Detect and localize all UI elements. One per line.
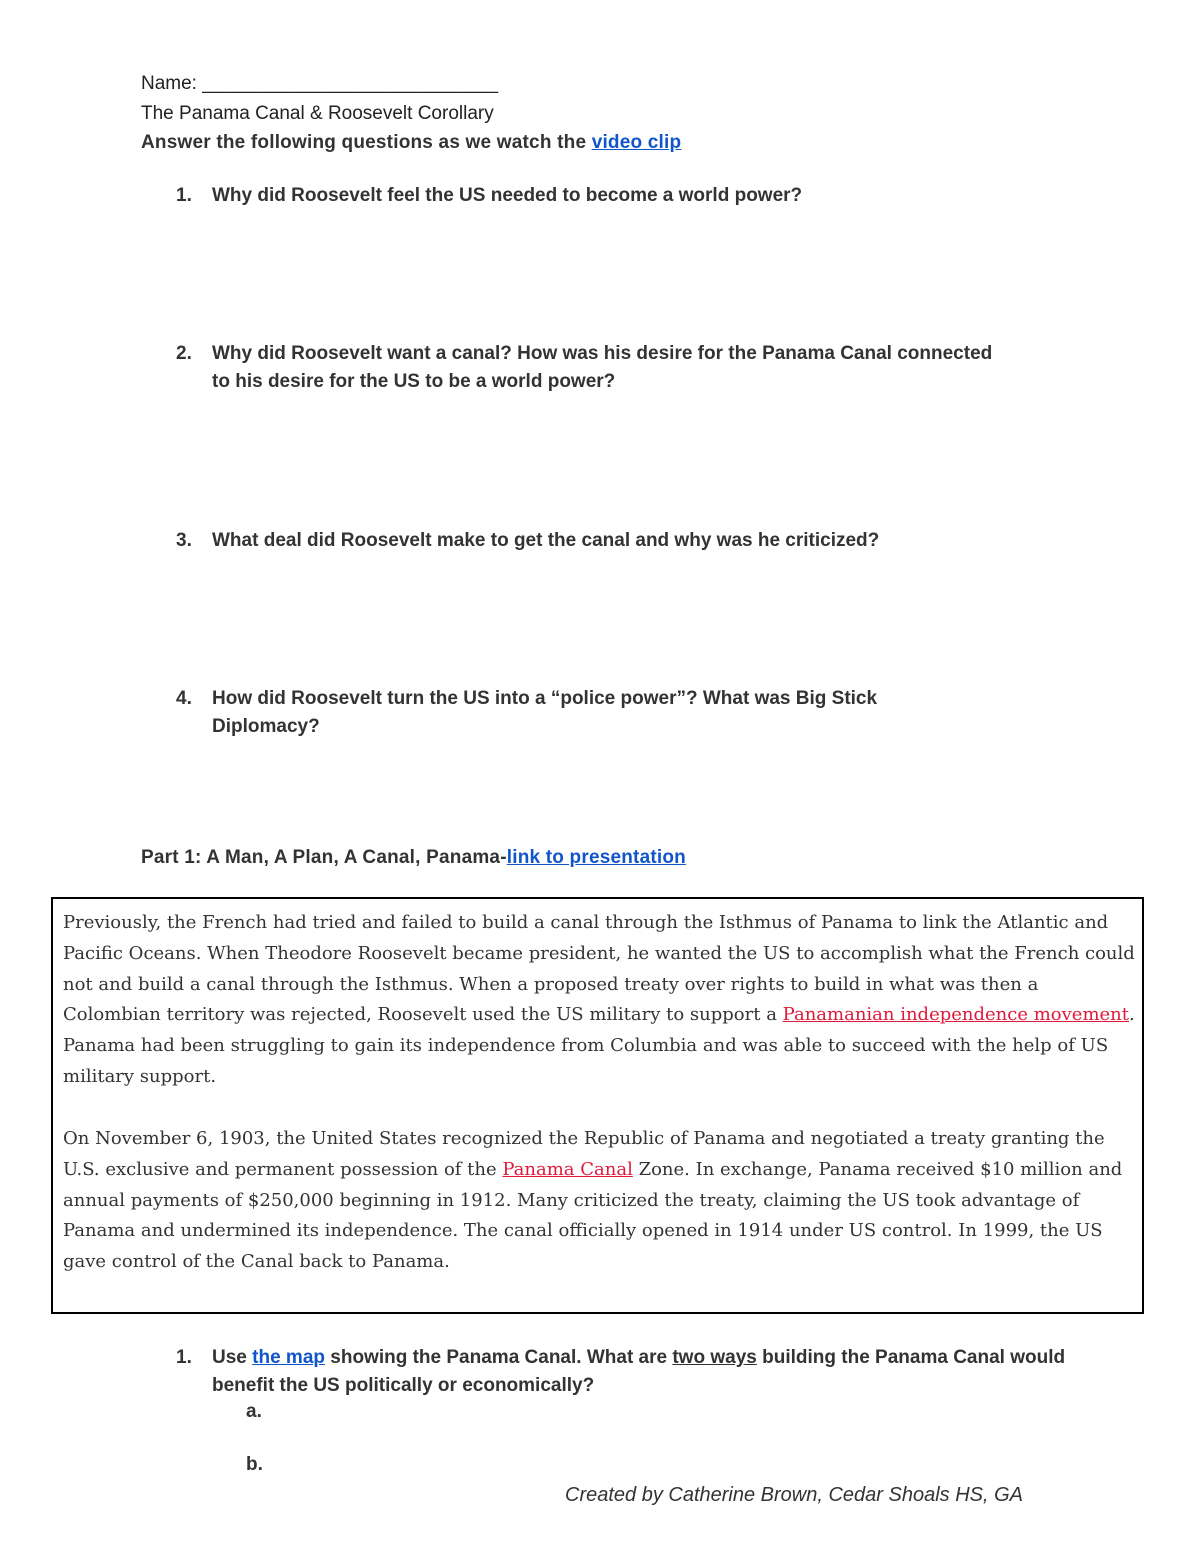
name-line [141,70,498,98]
part1-heading [141,844,686,872]
question-4-number: 4. [176,688,192,709]
instructions-text: Answer the following questions as we watch the [141,132,592,153]
question-4-text: How did Roosevelt turn the US into a “police power”? What was Big Stick Diplomacy? [212,688,878,737]
map-link[interactable]: the map [252,1347,325,1368]
part1-question-middle: showing the Panama Canal. What are [325,1347,673,1368]
panamanian-independence-link[interactable]: Panamanian independence movement [782,1004,1129,1026]
answer-b-label: b. [246,1454,263,1475]
part1-question-suffix: building the Panama Canal would benefit the US politically or economically? [212,1347,1066,1396]
part1-heading-text: Part 1: A Man, A Plan, A Canal, Panama- [141,847,507,868]
question-3-number: 3. [176,530,192,551]
reading-paragraph-2-text: On November 6, 1903, the United States recognized the Republic of Panama and negotiated a treaty granting the U.S. exclusive and permanent possession of the [63,1128,1105,1180]
reading-paragraph-1-end: . Panama had been struggling to gain its independence from Columbia and was able to succeed with the help of US military support. [63,1004,1135,1087]
reading-box [51,897,1144,1314]
reading-paragraph-2 [63,1124,1138,1278]
video-clip-link[interactable]: video clip [591,132,682,153]
part1-question-number: 1. [176,1347,192,1368]
name-blank[interactable]: ____________________________ [202,73,499,94]
question-2-number: 2. [176,343,192,364]
instructions [141,129,681,157]
question-1-text: Why did Roosevelt feel the US needed to become a world power? [212,185,803,206]
name-label: Name: [141,73,203,94]
part1-question-prefix: Use [212,1347,253,1368]
panama-canal-link[interactable]: Panama Canal [502,1158,633,1180]
author-credit: Created by Catherine Brown, Cedar Shoals HS, GA [565,1484,1023,1506]
two-ways-emphasis: two ways [672,1347,757,1368]
presentation-link[interactable]: link to presentation [506,847,686,868]
answer-a-label: a. [246,1401,262,1422]
question-1-number: 1. [176,185,192,206]
reading-paragraph-1-text: Previously, the French had tried and failed to build a canal through the Isthmus of Panama to link the Atlantic and Pacific Oceans. When Theodore Roosevelt became president, he wanted the US to accomplish what the French could not and build a canal through the Isthmus. When a proposed treaty over rights to build in what was then a Colombian territory was rejected, Roosevelt used the US military to support a [63,912,1135,1026]
part1-question-text [212,1344,1072,1400]
reading-paragraph-1 [63,908,1138,1093]
question-3-text: What deal did Roosevelt make to get the canal and why was he criticized? [212,530,880,551]
document-title: The Panama Canal & Roosevelt Corollary [141,103,494,124]
question-2-text: Why did Roosevelt want a canal? How was his desire for the Panama Canal connected to his desire for the US to be a world power? [212,343,993,392]
reading-paragraph-2-end: Zone. In exchange, Panama received $10 million and annual payments of $250,000 beginning in 1912. Many criticized the treaty, claiming the US took advantage of Panama and undermined its independence. The canal officially opened in 1914 under US control. In 1999, the US gave control of the Canal back to Panama. [63,1158,1123,1273]
